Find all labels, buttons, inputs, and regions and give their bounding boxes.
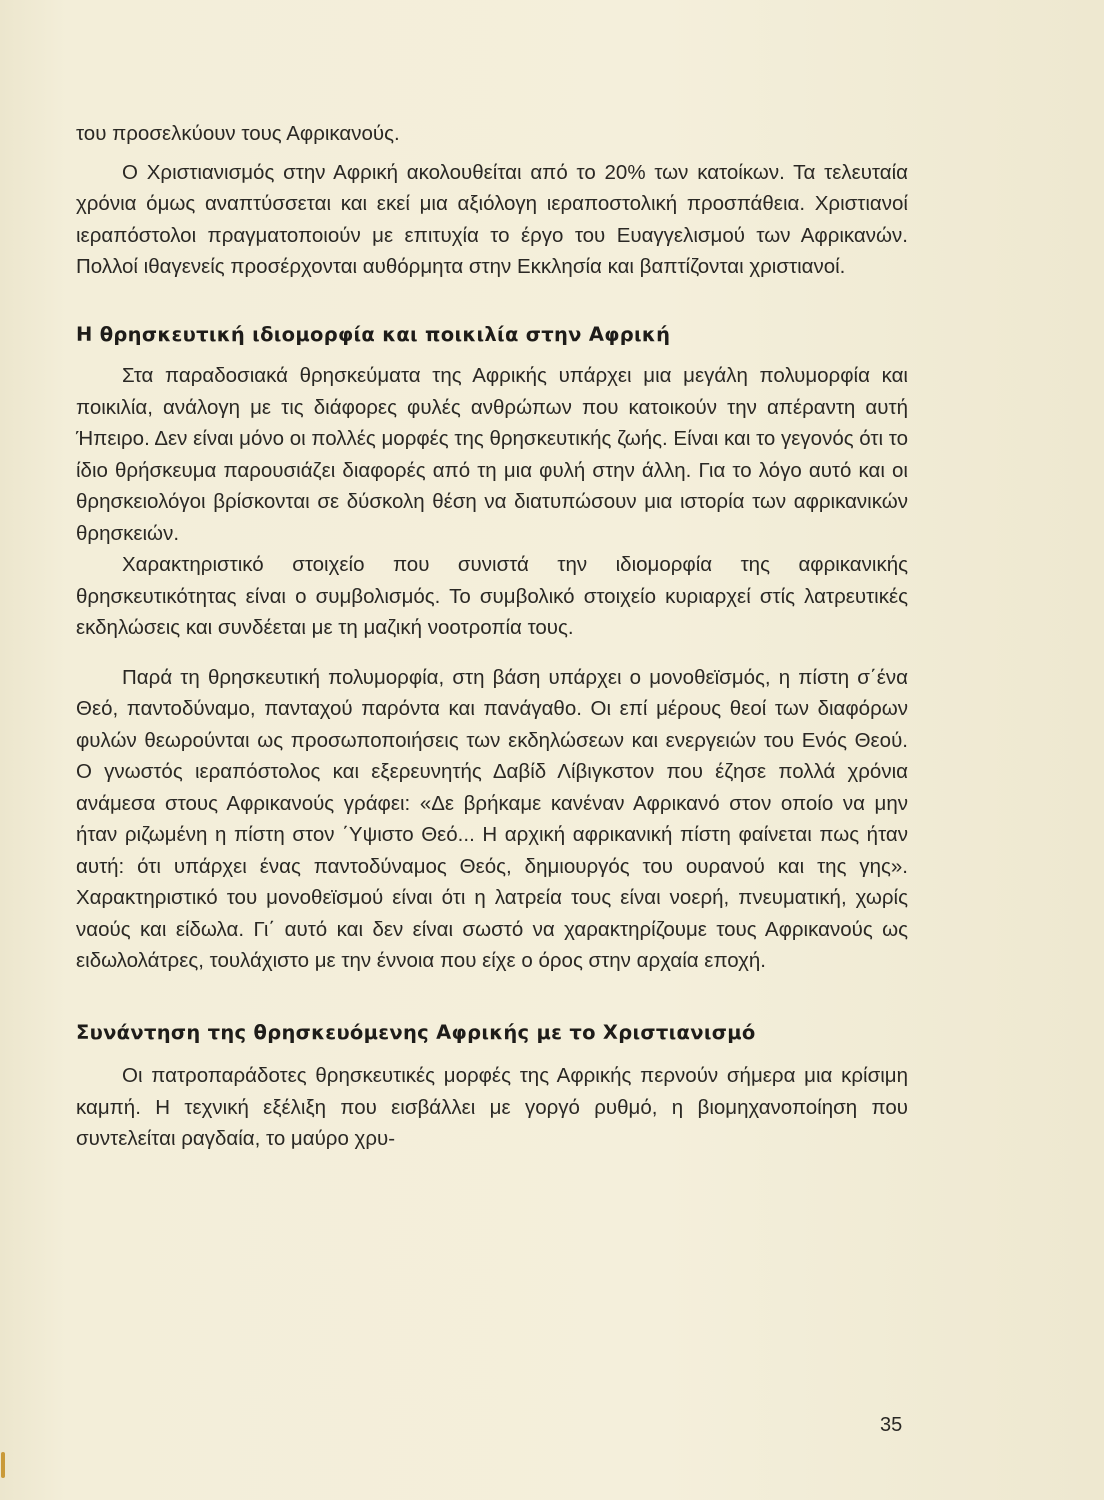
page-number: 35: [880, 1414, 903, 1436]
edge-mark: [1, 1452, 5, 1478]
paragraph-continuation: του προσελκύουν τους Αφρικανούς.: [76, 122, 400, 145]
heading-religious-diversity: Η θρησκευτική ιδιομορφία και ποικιλία στην Αφρική: [76, 322, 671, 346]
heading-encounter: Συνάντηση της θρησκευόμενης Αφρικής με το Χριστιανισμό: [76, 1020, 756, 1044]
paragraph-monotheism: Παρά τη θρησκευτική πολυμορφία, στη βάση υπάρχει ο μονοθεϊσμός, η πίστη σ΄ένα Θεό, παντοδύναμο, πανταχού παρόντα και πανάγαθο. Οι επί μέρους θεοί των διαφόρων φυλών θεωρούνται ως προσωποποιήσεις των εκδηλώσεων και ενεργειών του Ενός Θεού. Ο γνωστός ιεραπόστολος και εξερευνητής Δαβίδ Λίβιγκστον που έζησε πολλά χρόνια ανάμεσα στους Αφρικανούς γράφει: «Δε βρήκαμε κανέναν Αφρικανό στον οποίο να μην ήταν ριζωμένη η πίστη στον ΄Υψιστο Θεό... Η αρχική αφρικανική πίστη φαίνεται πως ήταν αυτή: ότι υπάρχει ένας παντοδύναμος Θεός, δημιουργός του ουρανού και της γης». Χαρακτηριστικό του μονοθεϊσμού είναι ότι η λατρεία τους είναι νοερή, πνευματική, χωρίς ναούς και είδωλα. Γι΄ αυτό και δεν είναι σωστό να χαρακτηρίζουμε τους Αφρικανούς ως ειδωλολάτρες, τουλάχιστο με την έννοια που είχε ο όρος στην αρχαία εποχή.: [76, 665, 908, 972]
paragraph-encounter: Οι πατροπαράδοτες θρησκευτικές μορφές της Αφρικής περνούν σήμερα μια κρίσιμη καμπή. Η τεχνική εξέλιξη που εισβάλλει με γοργό ρυθμό, η βιομηχανοποίηση που συντελείται ραγδαία, το μαύρο χρυ-: [76, 1064, 908, 1150]
paragraph-symbolism: Χαρακτηριστικό στοιχείο που συνιστά την ιδιομορφία της αφρικανικής θρησκευτικότητας είναι ο συμβολισμός. Το συμβολικό στοιχείο κυριαρχεί στίς λατρευτικές εκδηλώσεις και συνδέεται με τη μαζική νοοτροπία τους.: [76, 553, 908, 639]
paragraph-diversity: Στα παραδοσιακά θρησκεύματα της Αφρικής υπάρχει μια μεγάλη πολυμορφία και ποικιλία, ανάλογη με τις διάφορες φυλές ανθρώπων που κατοικούν την απέραντη αυτή Ήπειρο. Δεν είναι μόνο οι πολλές μορφές της θρησκευτικής ζωής. Είναι και το γεγονός ότι το ίδιο θρήσκευμα παρουσιάζει διαφορές από τη μια φυλή στην άλλη. Για το λόγο αυτό και οι θρησκειολόγοι βρίσκονται σε δύσκολη θέση να διατυπώσουν μια ιστορία των αφρικανικών θρησκειών.: [76, 364, 908, 545]
page-body: [76, 118, 908, 1155]
paragraph-christianity: Ο Χριστιανισμός στην Αφρική ακολουθείται από το 20% των κατοίκων. Τα τελευταία χρόνια όμως αναπτύσσεται και εκεί μια αξιόλογη ιεραποστολική προσπάθεια. Χριστιανοί ιεραπόστολοι πραγματοποιούν με επιτυχία το έργο του Ευαγγελισμού των Αφρικανών. Πολλοί ιθαγενείς προσέρχονται αυθόρμητα στην Εκκλησία και βαπτίζονται χριστιανοί.: [76, 160, 908, 278]
